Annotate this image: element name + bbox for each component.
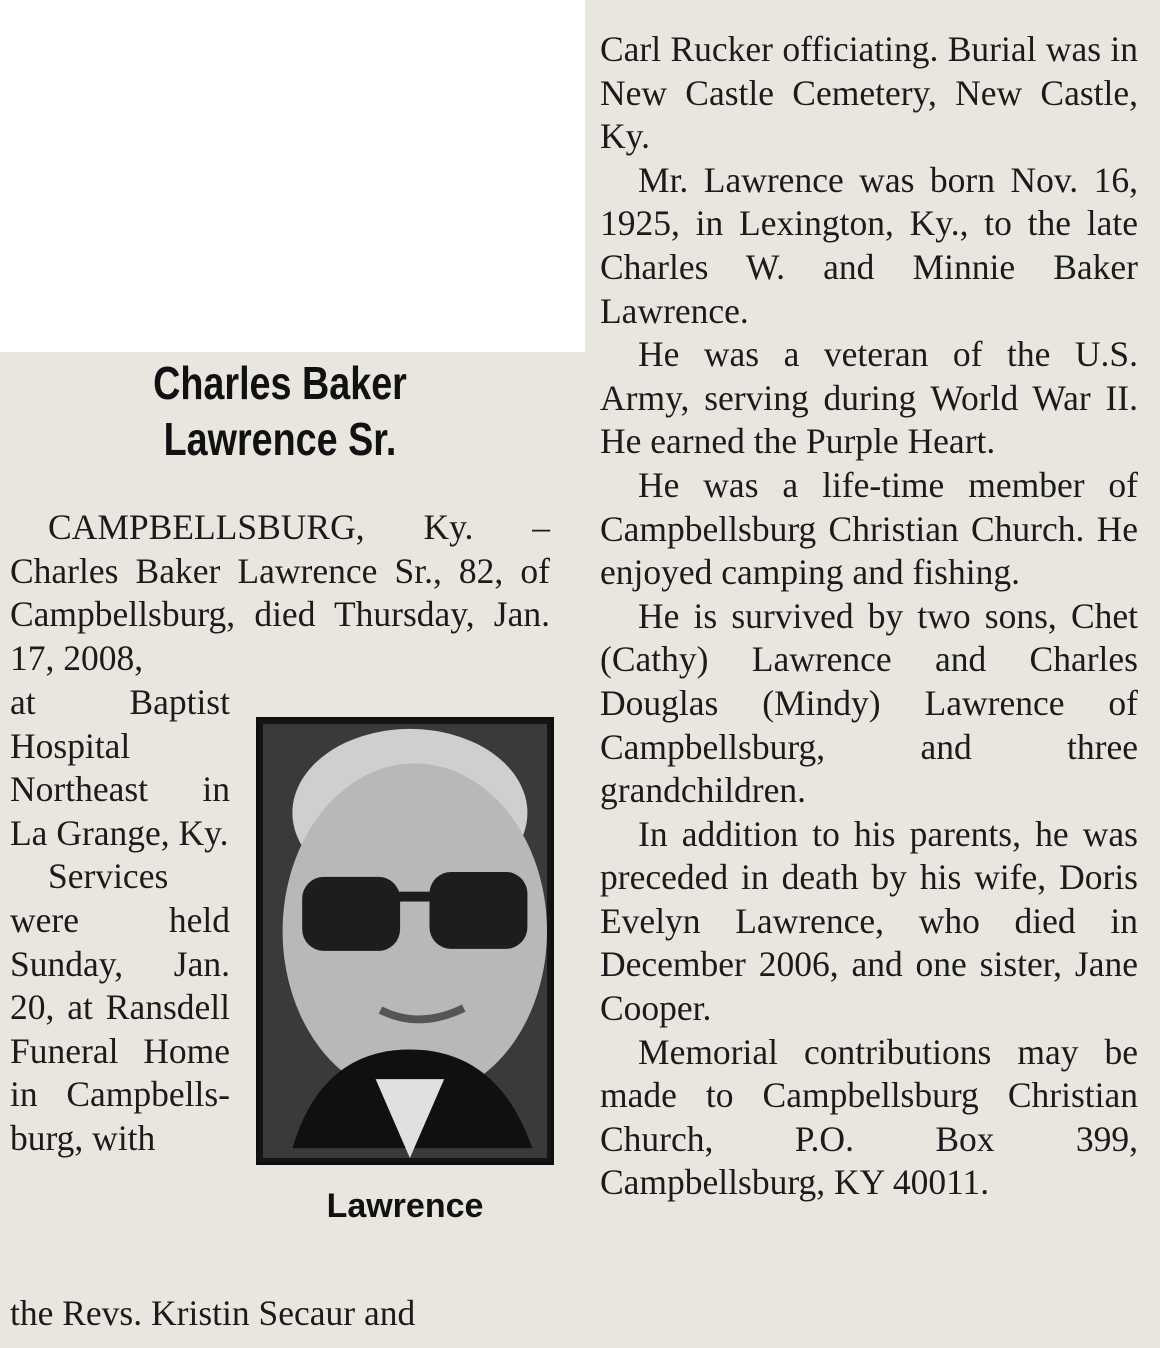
left-column-top (10, 506, 550, 680)
paragraph-services-tail: the Revs. Kristin Secaur and (10, 1293, 416, 1333)
paragraph-officiating: Carl Rucker officiating. Burial was in New Castle Cemetery, New Castle, Ky. (600, 29, 1138, 157)
paragraph-preceded: In addition to his parents, he was preceded in death by his wife, Doris Evelyn Lawrence, who died in December 2006, and one sister, Jane Cooper. (600, 813, 1138, 1029)
paragraph-veteran: He was a veteran of the U.S. Army, serving during World War II. He earned the Purple Heart. (600, 334, 1138, 462)
obituary-headline (59, 355, 502, 467)
paragraph-location: at Baptist Hospital Northeast in La Grange, Ky. (10, 682, 230, 853)
paragraph-birth: Mr. Lawrence was born Nov. 16, 1925, in Lexington, Ky., to the late Charles W. and Minnie Baker Lawrence. (600, 159, 1138, 331)
headline-line-1: Charles Baker (153, 357, 407, 409)
left-column-narrow (10, 681, 230, 1161)
paragraph-dateline: CAMPBELLSBURG, Ky. – Charles Baker Lawrence Sr., 82, of Campbellsburg, died Thursday, Jan. 17, 2008, (10, 507, 550, 678)
paragraph-services: Services were held Sunday, Jan. 20, at Ransdell Funeral Home in Campbells-burg, with (10, 856, 230, 1158)
photo-caption: Lawrence (326, 1187, 484, 1225)
portrait-photo (256, 717, 554, 1165)
paragraph-survivors: He is survived by two sons, Chet (Cathy) Lawrence and Charles Douglas (Mindy) Lawrence of Campbellsburg, and three grandchildren. (600, 595, 1138, 811)
paragraph-memorial: Memorial contributions may be made to Campbellsburg Christian Church, P.O. Box 399, Campbellsburg, KY 40011. (600, 1031, 1138, 1203)
portrait-graphic (263, 724, 547, 1158)
left-column-bottom (10, 1292, 550, 1336)
paragraph-church: He was a life-time member of Campbellsburg Christian Church. He enjoyed camping and fishing. (600, 464, 1138, 593)
portrait-image (263, 724, 547, 1158)
right-column (600, 28, 1138, 1205)
headline-line-2: Lawrence Sr. (163, 413, 397, 465)
